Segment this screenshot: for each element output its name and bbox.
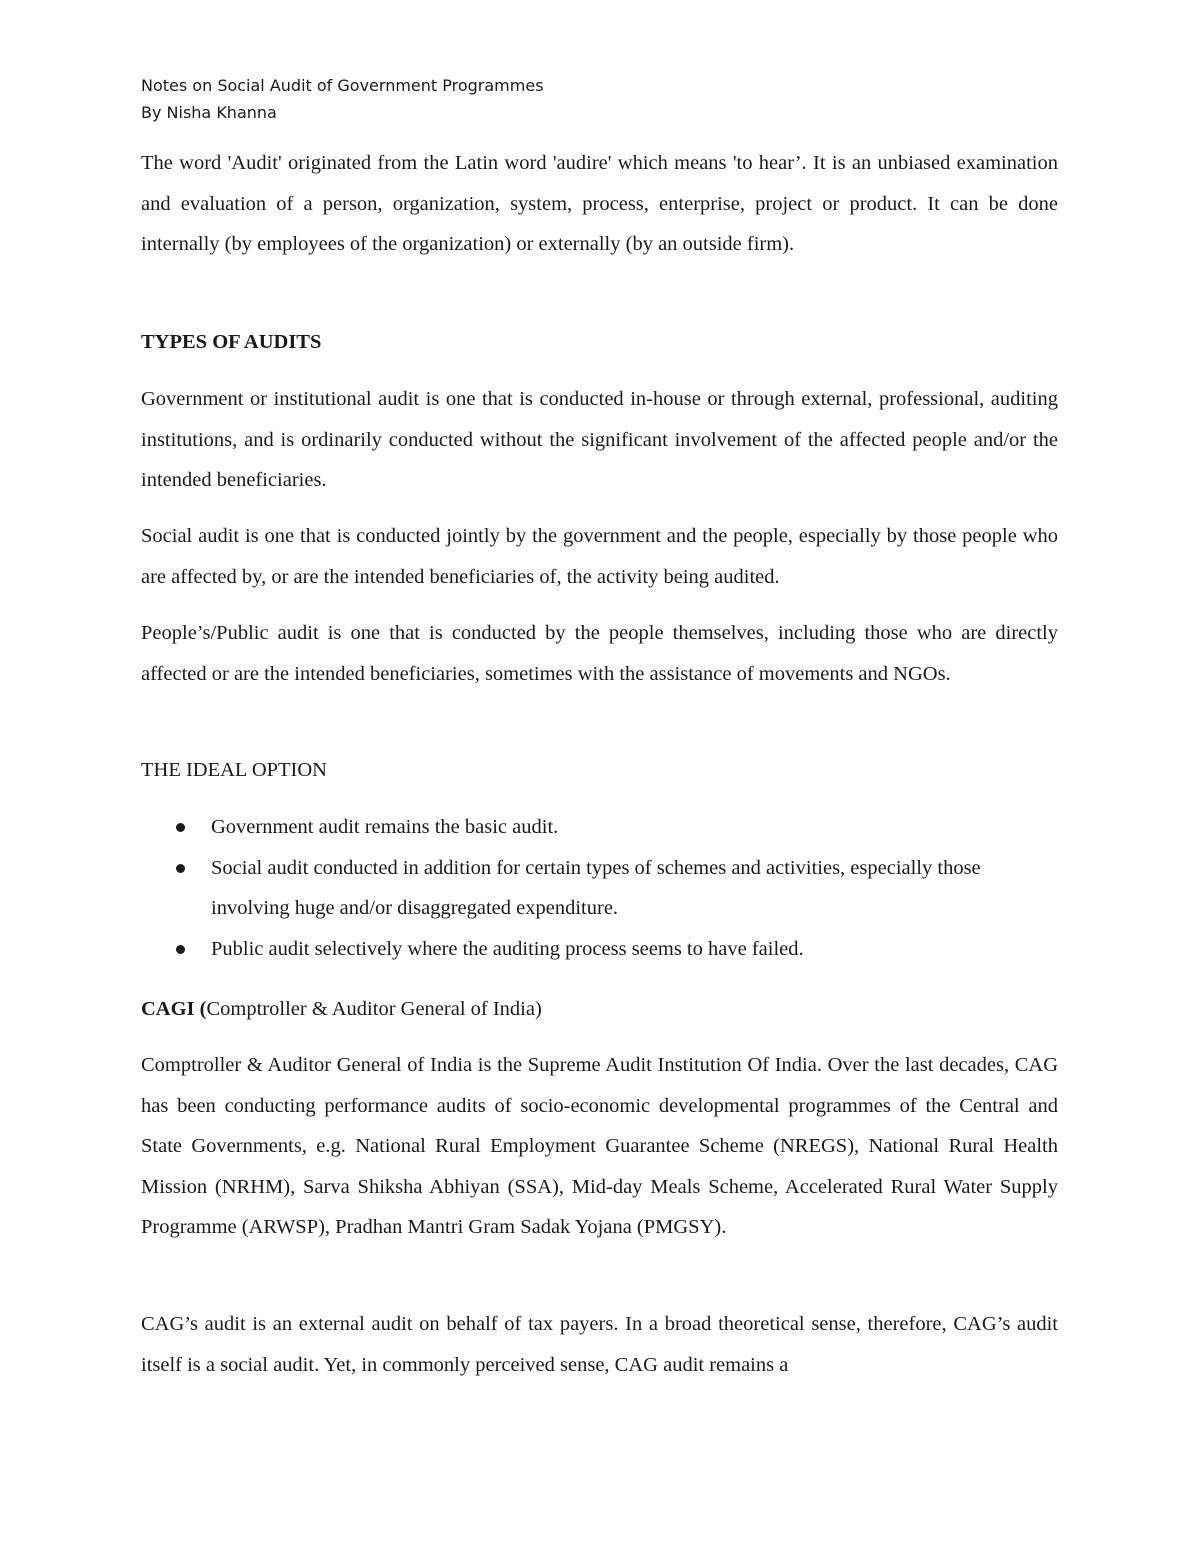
social-audit-paragraph: Social audit is one that is conducted jointly by the government and the people, especially by those people who are affected by, or are the intended beneficiaries of, the activity being audited. xyxy=(141,525,1058,588)
document-author: By Nisha Khanna xyxy=(141,103,277,122)
list-item-text: Social audit conducted in addition for certain types of schemes and activities, especially those involving huge and/or disaggregated expenditure. xyxy=(211,856,981,919)
list-item-text: Public audit selectively where the auditing process seems to have failed. xyxy=(211,937,804,960)
cagi-heading xyxy=(141,989,1058,1030)
ideal-option-heading: THE IDEAL OPTION xyxy=(141,759,327,781)
list-item-text: Government audit remains the basic audit. xyxy=(211,816,559,838)
cagi-heading-bold: CAGI ( xyxy=(141,998,207,1020)
ideal-option-list xyxy=(141,807,1058,969)
bullet-icon xyxy=(176,864,185,873)
list-item xyxy=(141,929,1058,970)
cag-audit-paragraph: CAG’s audit is an external audit on behalf of tax payers. In a broad theoretical sense, therefore, CAG’s audit itself is a social audit. Yet, in commonly perceived sense, CAG audit remains a xyxy=(141,1313,1058,1376)
government-audit-paragraph: Government or institutional audit is one that is conducted in-house or through external, professional, auditing institutions, and is ordinarily conducted without the significant involvement of the affected people and/or the intended beneficiaries. xyxy=(141,388,1058,491)
list-item xyxy=(141,807,1058,848)
intro-paragraph: The word 'Audit' originated from the Latin word 'audire' which means 'to hear’. It is an unbiased examination and evaluation of a person, organization, system, process, enterprise, project or product. It can be done internally (by employees of the organization) or externally (by an outside firm). xyxy=(141,152,1058,255)
bullet-icon xyxy=(176,823,185,832)
public-audit-paragraph: People’s/Public audit is one that is conducted by the people themselves, including those who are directly affected or are the intended beneficiaries, sometimes with the assistance of movements and NGOs. xyxy=(141,622,1058,685)
cagi-paragraph: Comptroller & Auditor General of India is the Supreme Audit Institution Of India. Over the last decades, CAG has been conducting performance audits of socio-economic developmental programmes of the Central and State Governments, e.g. National Rural Employment Guarantee Scheme (NREGS), National Rural Health Mission (NRHM), Sarva Shiksha Abhiyan (SSA), Mid-day Meals Scheme, Accelerated Rural Water Supply Programme (ARWSP), Pradhan Mantri Gram Sadak Yojana (PMGSY). xyxy=(141,1054,1058,1238)
document-header xyxy=(141,72,544,126)
types-heading: TYPES OF AUDITS xyxy=(141,331,322,353)
bullet-icon xyxy=(176,945,185,954)
list-item xyxy=(141,848,1058,929)
cagi-heading-rest: Comptroller & Auditor General of India) xyxy=(206,998,542,1020)
document-title: Notes on Social Audit of Government Programmes xyxy=(141,76,544,95)
